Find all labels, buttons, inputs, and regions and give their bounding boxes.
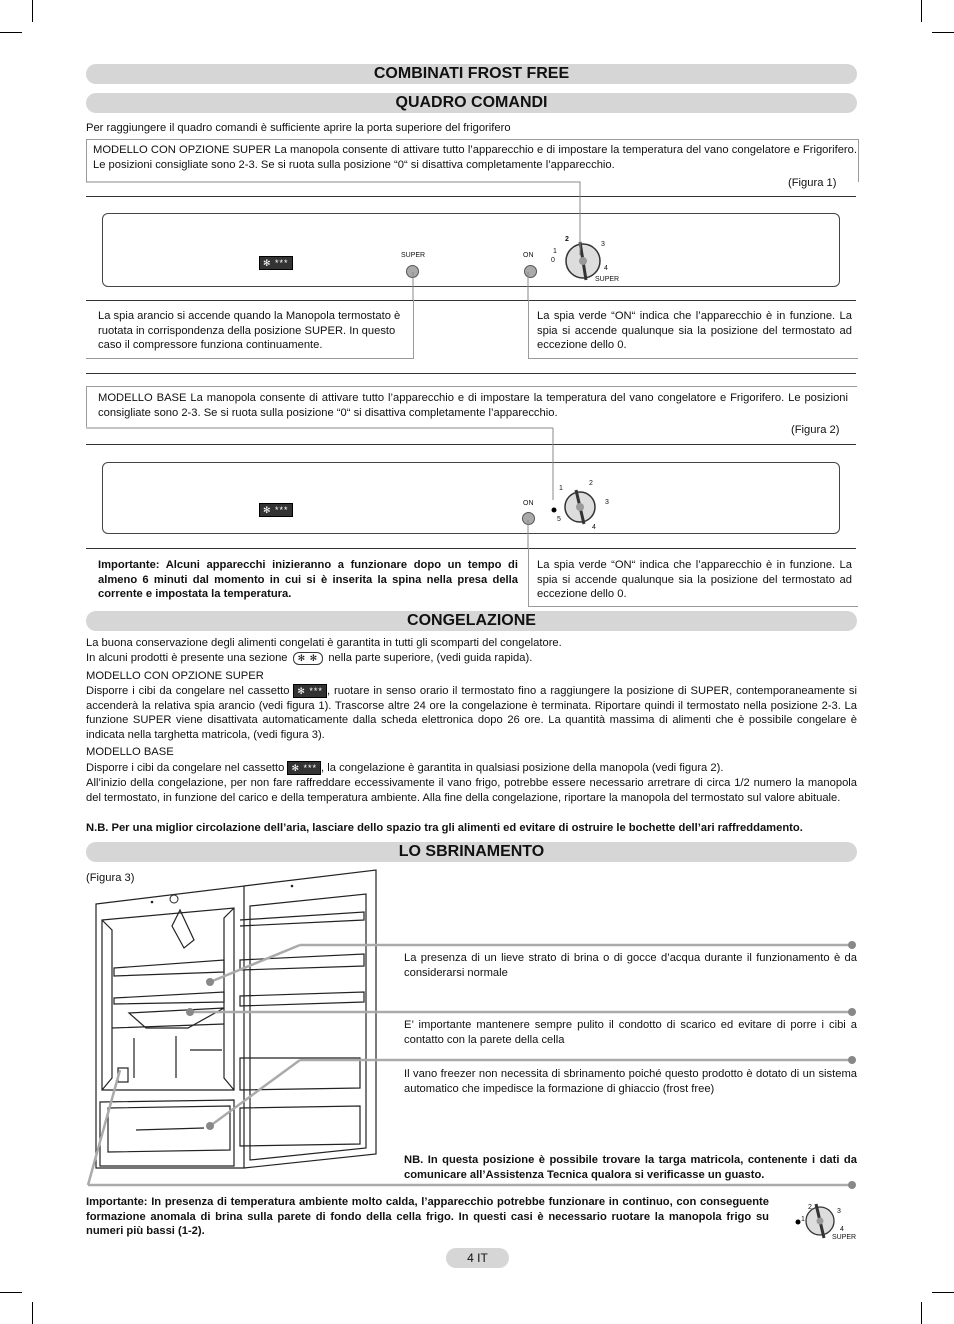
sbr-callout-1: La presenza di un lieve strato di brina o di gocce d’acqua durante il funzionamento è da considerarsi normale: [404, 952, 857, 979]
freezer-star-badge-4: ✻ ***: [287, 761, 321, 775]
green-note-1: La spia verde “ON“ indica che l’apparecchio è in funzione. La spia si accende qualunque sia la posizione del termostato ad eccezione dello 0.: [537, 310, 852, 351]
heading-sbrinamento: LO SBRINAMENTO: [86, 842, 857, 862]
important-note-quadro: Importante: Alcuni apparecchi inizieranno a funzionare dopo un tempo di almeno 6 minuti dal momento in cui si è inserita la spina nella presa della corrente e impostata la temperatura.: [98, 559, 518, 600]
sbr-important: Importante: In presenza di temperatura ambiente molto calda, l’apparecchio potrebbe funzionare in continuo, con conseguente formazione anomala di brina sulla parete di fondo della cella frigo. In questi casi è necessario ruotare la manopola frigo su numeri più bassi (1-2).: [86, 1196, 769, 1237]
figure-3-label: (Figura 3): [86, 872, 135, 884]
cong-model-super: MODELLO CON OPZIONE SUPER: [86, 670, 264, 682]
dial1-label-0: 0: [551, 257, 555, 264]
on-led-label-2: ON: [523, 500, 534, 507]
dial1-label-1: 1: [553, 248, 557, 255]
cong-super-text: [86, 684, 857, 742]
crop-mark: [932, 1292, 954, 1293]
cong-super-a: Disporre i cibi da congelare nel cassetto: [86, 685, 290, 697]
quadro-intro: Per raggiungere il quadro comandi è sufficiente aprire la porta superiore del frigorifero: [86, 122, 511, 134]
freezer-star-badge-3: ✻ ***: [293, 684, 327, 698]
orange-note: La spia arancio si accende quando la Manopola termostato è ruotata in corrispondenza della posizione SUPER. In questo caso il compressore funziona continuamente.: [98, 310, 401, 351]
freezer-star-badge: ✻ ***: [259, 256, 293, 270]
dial2-label-5: 5: [557, 516, 561, 523]
cong-p2a: In alcuni prodotti è presente una sezione: [86, 652, 288, 664]
dial1-label-2: 2: [565, 236, 569, 243]
callout-lines-quadro: [0, 0, 954, 620]
cong-p2: [86, 651, 856, 666]
dial3-label-2: 2: [808, 1204, 812, 1211]
super-desc: MODELLO CON OPZIONE SUPER La manopola consente di attivare tutto l’apparecchio e di impostare la temperatura del vano congelatore e Frigorifero. Le posizioni consigliate sono 2-3. Se si ruota sulla posizione “0“ si disattiva completamente l’apparecchio.: [93, 144, 857, 171]
super-led-label: SUPER: [401, 252, 426, 259]
heading-congelazione: CONGELAZIONE: [86, 611, 857, 631]
dial1-label-4: 4: [604, 265, 608, 272]
green-note-2: La spia verde “ON“ indica che l’apparecchio è in funzione. La spia si accende qualunque sia la posizione del termostato ad eccezione dello 0.: [537, 559, 852, 600]
figure-2-label: (Figura 2): [791, 424, 840, 436]
cong-p1: La buona conservazione degli alimenti congelati è garantita in tutti gli scomparti del congelatore.: [86, 637, 562, 649]
crop-mark: [0, 1292, 22, 1293]
sbr-callout-2: E’ importante mantenere sempre pulito il condotto di scarico ed evitare di porre i cibi a contatto con la parete della cella: [404, 1019, 857, 1046]
cong-base-text: [86, 761, 857, 776]
freezer-star-badge-outline: ✻ ✻: [293, 652, 324, 665]
freezer-star-badge-2: ✻ ***: [259, 503, 293, 517]
dial1-label-3: 3: [601, 241, 605, 248]
cong-super-b: , ruotare in senso orario il termostato fino a raggiungere la posizione di SUPER, contemporaneamente si accenderà la relativa spia arancio (vedi figura 1). Trascorse altre 24 ore la congelazione è terminata. Riportare quindi il termostato nella posizione 2-3. La funzione SUPER viene disattivata automaticamente dalla scheda elettronica dopo 26 ore. La quantità massima di alimenti che è possibile congelare è indicata nella targhetta matricola, (vedi figura 3).: [86, 685, 857, 741]
crop-mark: [921, 1302, 922, 1324]
sbr-nb: NB. In questa posizione è possibile trovare la targa matricola, contenente i dati da comunicare all’Assistenza Tecnica qualora si verificasse un guasto.: [404, 1154, 857, 1181]
cong-p2b: nella parte superiore, (vedi guida rapida).: [328, 652, 533, 664]
dial3-label-1: 1: [801, 1216, 805, 1223]
dial3-label-4: 4: [840, 1226, 844, 1233]
figure-1-label: (Figura 1): [788, 177, 837, 189]
cong-nb: N.B. Per una miglior circolazione dell’aria, lasciare dello spazio tra gli alimenti ed evitare di ostruire le bochette dell’ari raffreddamento.: [86, 822, 803, 834]
crop-mark: [32, 1302, 33, 1324]
cong-base-a: Disporre i cibi da congelare nel cassetto: [86, 762, 285, 774]
sbr-callout-3: Il vano freezer non necessita di sbrinamento poiché questo prodotto è dotato di un sistema automatico che impedisce la formazione di ghiaccio (frost free): [404, 1068, 857, 1095]
heading-combinati: COMBINATI FROST FREE: [86, 64, 857, 84]
cong-base-b: , la congelazione è garantita in qualsiasi posizione della manopola (vedi figura 2).: [321, 762, 724, 774]
dial2-label-1: 1: [559, 485, 563, 492]
on-led-label: ON: [523, 252, 534, 259]
dial3-label-super: SUPER: [832, 1234, 857, 1241]
cong-base-text-2: All’inizio della congelazione, per non fare raffreddare eccessivamente il vano frigo, potrebbe essere necessario arretrare di circa 1/2 numero la manopola del termostato, in funzione del carico e della temperatura ambiente. Alla fine della congelazione, riportare la manopola del termostato sul valore abituale.: [86, 777, 857, 804]
page-number: 4 IT: [446, 1248, 509, 1268]
heading-quadro: QUADRO COMANDI: [86, 93, 857, 113]
dial2-label-2: 2: [589, 480, 593, 487]
dial1-label-super: SUPER: [595, 276, 620, 283]
base-desc: MODELLO BASE La manopola consente di attivare tutto l’apparecchio e di impostare la temperatura del vano congelatore e Frigorifero. Le posizioni consigliate sono 2-3. Se si ruota sulla posizione “0“ si disattiva completamente l’apparecchio.: [98, 392, 848, 419]
dial2-label-3: 3: [605, 499, 609, 506]
cong-model-base: MODELLO BASE: [86, 746, 174, 758]
dial2-label-4: 4: [592, 524, 596, 531]
dial3-label-3: 3: [837, 1208, 841, 1215]
